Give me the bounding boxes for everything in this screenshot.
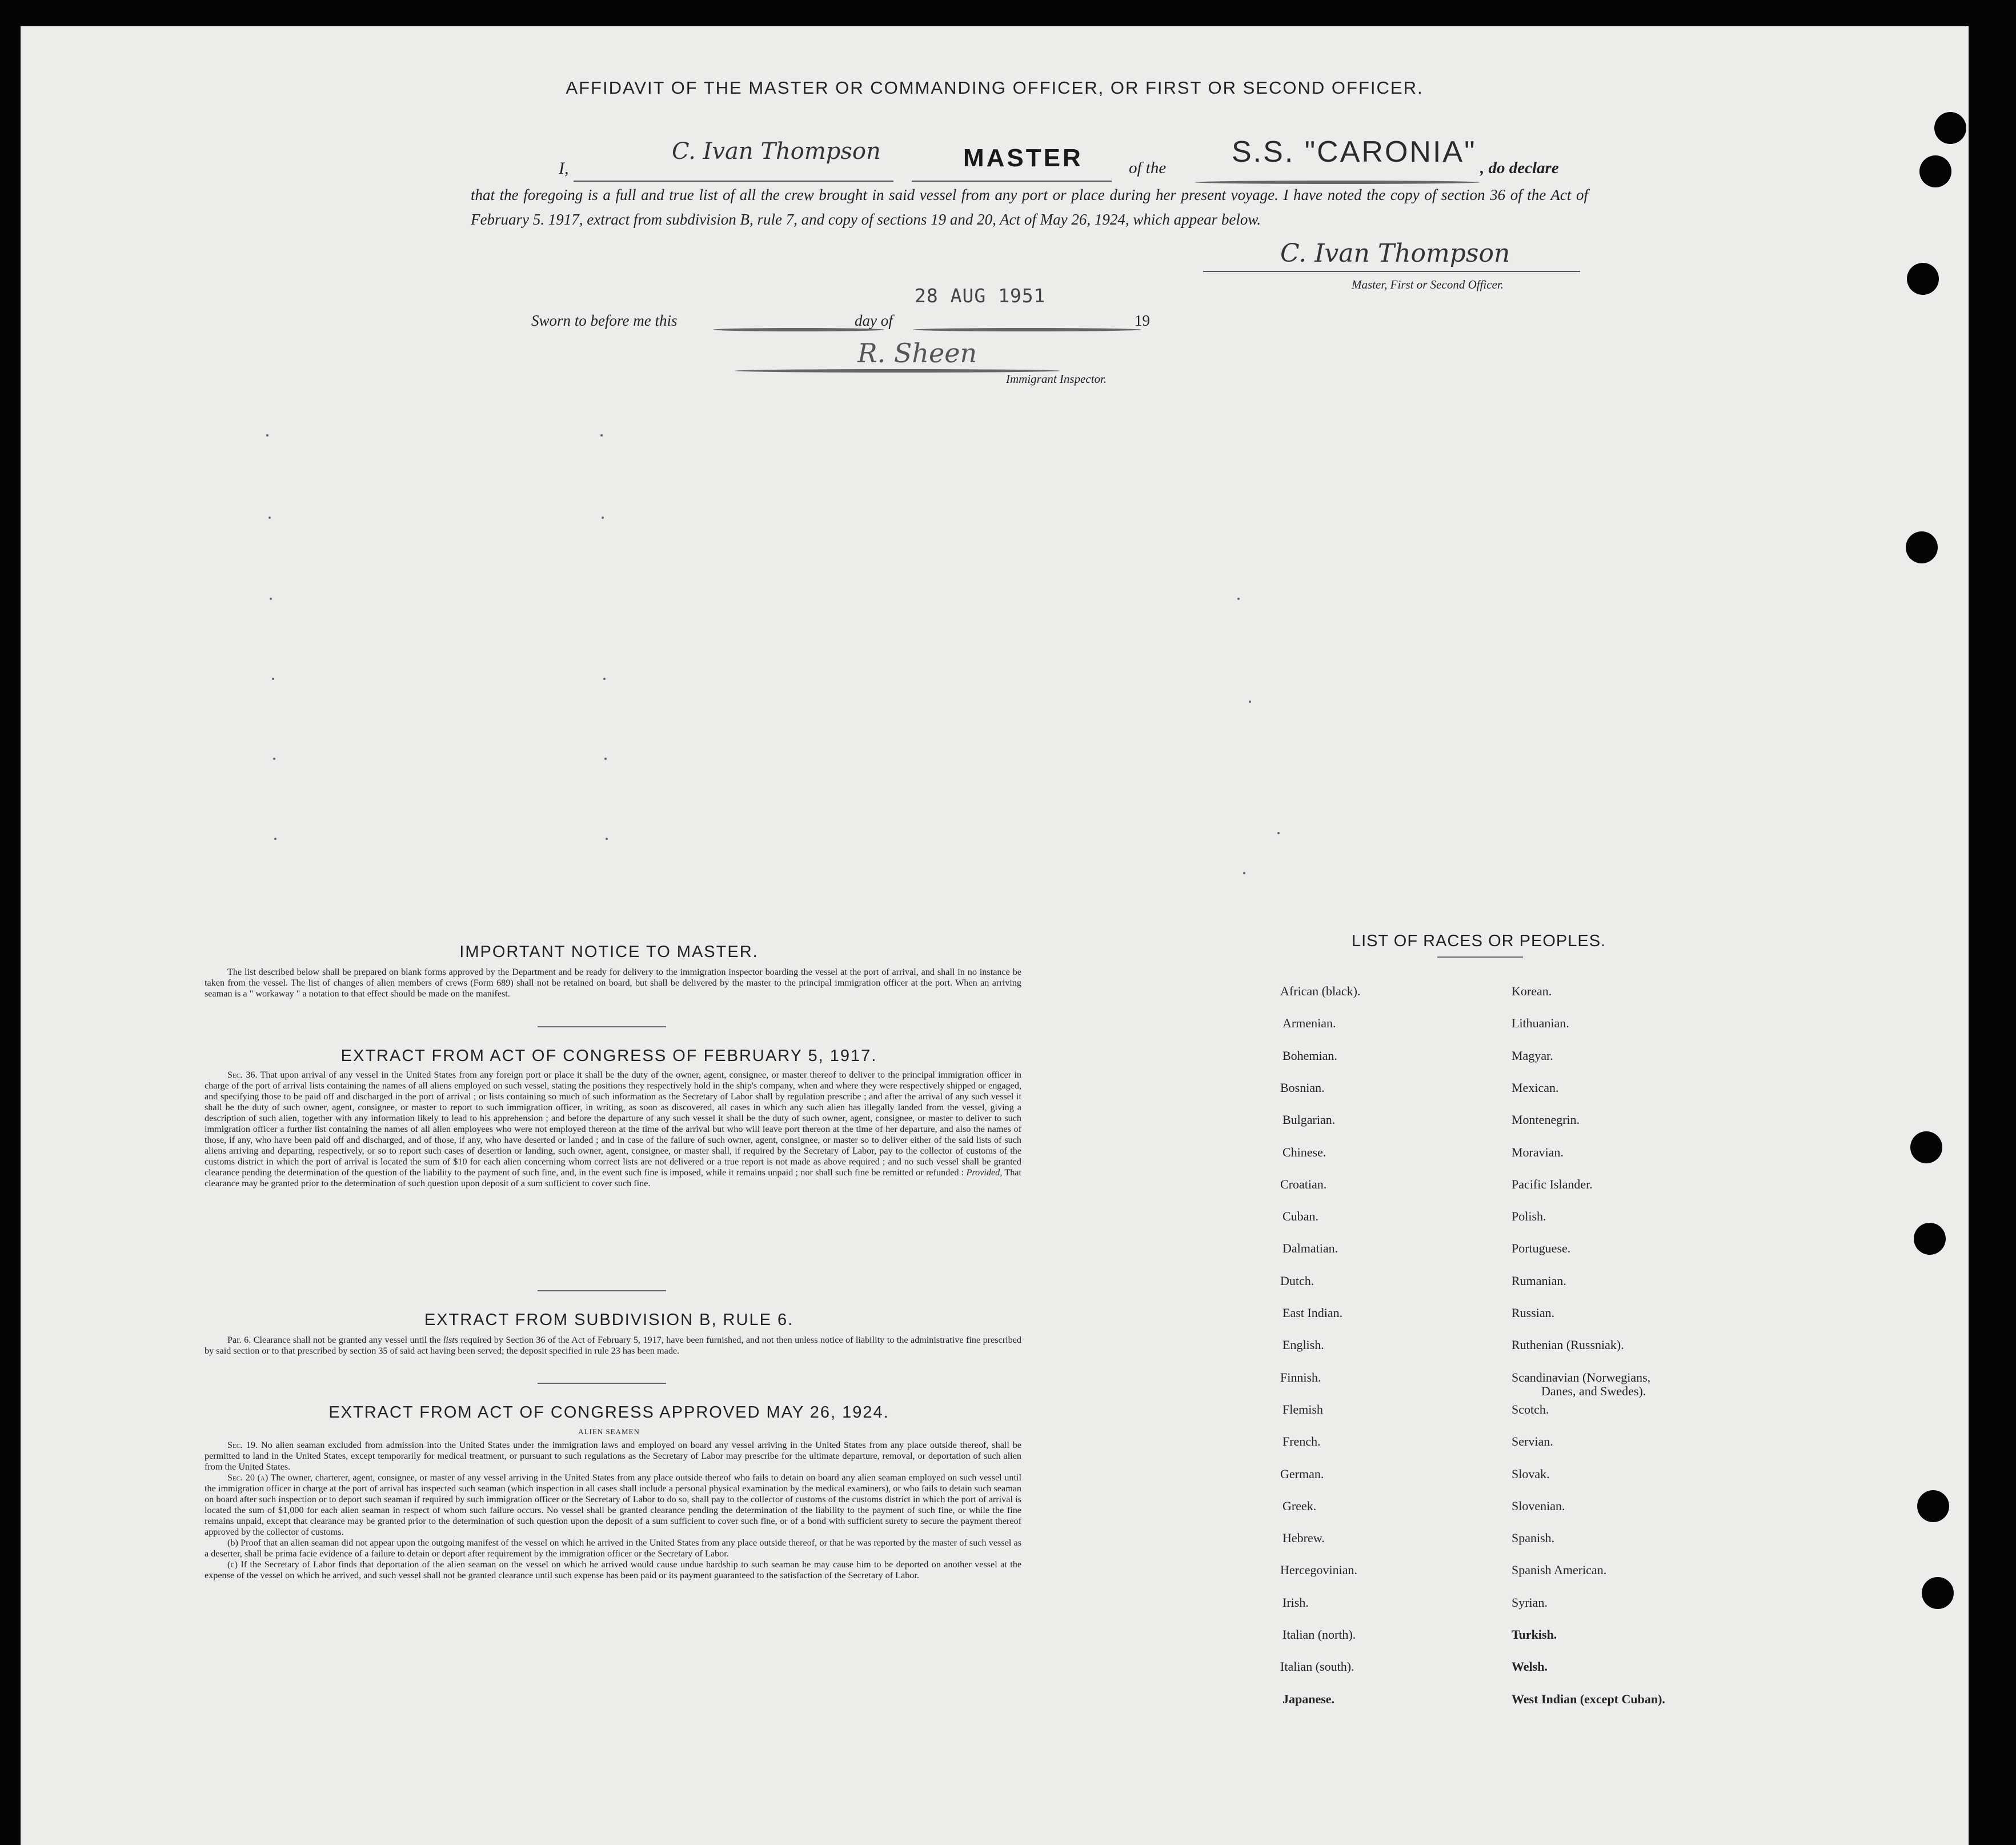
section-20a-text [205, 1472, 1021, 1538]
extract-1917-title: EXTRACT FROM ACT OF CONGRESS OF FEBRUARY 5, 1917. [340, 1047, 877, 1065]
race-item-left: Bulgarian. [1282, 1112, 1336, 1127]
section-36-label: Sec. 36. [227, 1070, 258, 1080]
signatory-title: Master, First or Second Officer. [1352, 278, 1504, 291]
race-item-right: Spanish. [1512, 1531, 1555, 1546]
races-right-continuation: Danes, and Swedes). [1541, 1384, 1646, 1398]
race-item-left: Italian (south). [1280, 1659, 1354, 1674]
race-item-left: Italian (north). [1282, 1627, 1356, 1642]
race-item-left: African (black). [1280, 984, 1361, 998]
punch-hole [1907, 263, 1939, 295]
notice-text: The list described below shall be prepared on blank forms approved by the Department and be ready for delivery to the immigration inspector boarding the vessel at the port of arrival, and shall in no instance be taken from the vessel. The list of changes of alien members of crews (Form 689) shall not be retained on board, but shall be delivered by the master to the principal immigration officer at the port. When an arriving seaman is a " workaway " a notation to that effect should be made on the manifest. [205, 967, 1021, 999]
scan-speck [602, 517, 604, 519]
race-item-left: Finnish. [1280, 1370, 1321, 1384]
race-item-right: Portuguese. [1512, 1241, 1571, 1256]
race-item-left: East Indian. [1282, 1306, 1343, 1320]
section-20b-text [205, 1538, 1021, 1559]
race-item-left: French. [1282, 1434, 1321, 1449]
race-item-right: Korean. [1512, 984, 1552, 998]
race-item-left: Cuban. [1282, 1209, 1318, 1224]
race-item-right: Syrian. [1512, 1595, 1548, 1610]
scan-speck [606, 838, 608, 840]
section-20b-label: (b) [227, 1538, 238, 1548]
race-item-left: Japanese. [1282, 1691, 1335, 1706]
race-item-left: Hebrew. [1282, 1531, 1325, 1546]
rule-6-body-a: Clearance shall not be granted any vessel until the [253, 1335, 441, 1345]
punch-hole [1914, 1223, 1946, 1255]
scan-speck [1243, 872, 1245, 874]
scan-speck [272, 678, 274, 680]
of-the-label: of the [1129, 159, 1167, 177]
race-item-right: Montenegrin. [1512, 1112, 1580, 1127]
do-declare-label: , do declare [1480, 159, 1559, 177]
extract-1924-title: EXTRACT FROM ACT OF CONGRESS APPROVED MAY 26, 1924. [328, 1403, 889, 1422]
scan-speck [266, 434, 268, 437]
rule-6-title: EXTRACT FROM SUBDIVISION B, RULE 6. [424, 1311, 794, 1329]
divider [1437, 956, 1523, 958]
race-item-right: Spanish American. [1512, 1563, 1607, 1578]
scan-speck [270, 598, 272, 600]
punch-hole [1934, 112, 1966, 144]
section-19-body: No alien seaman excluded from admission into the United States under the immigration laws and employed on board any vessel arriving in the United States from any place outside thereof, shall be permitted to land in the United States, except temporarily for medical treatment, or pursuant to such regulations as the Secretary of Labor may prescribe for the ultimate departure, removal, or deportation of such alien from the United States. [205, 1440, 1021, 1472]
divider [538, 1290, 666, 1291]
date-stamp: 28 AUG 1951 [915, 285, 1046, 307]
master-signature: C. Ivan Thompson [1280, 239, 1510, 268]
race-item-right: Ruthenian (Russniak). [1512, 1338, 1624, 1352]
race-item-left: Dalmatian. [1282, 1241, 1338, 1256]
race-item-right: Polish. [1512, 1209, 1546, 1224]
race-item-right: Mexican. [1512, 1080, 1559, 1095]
race-item-right: Rumanian. [1512, 1273, 1566, 1288]
section-20c-body: If the Secretary of Labor finds that deportation of the alien seaman on the vessel on which he arrived would cause undue hardship to such seaman he may cause him to be deported on another vessel at the expense of the vessel on which he arrived, and such vessel shall not be granted clearance until such expense has been paid or its payment guaranteed to the satisfaction of the Secretary of Labor. [205, 1559, 1021, 1580]
name-line [574, 181, 893, 182]
race-item-right: Welsh. [1512, 1659, 1548, 1674]
race-item-left: Irish. [1282, 1595, 1309, 1610]
rule-6-body-b: required by Section 36 of the Act of February 5, 1917, have been furnished, and not then unless notice of liability to the administrative fine prescribed by said section or to that prescribed by section 35 of said act having been served; the deposit specified in rule 23 has been made. [205, 1335, 1021, 1356]
race-item-right: Turkish. [1512, 1627, 1557, 1642]
inspector-signature: R. Sheen [857, 338, 977, 369]
section-19-label: Sec. 19. [227, 1440, 258, 1450]
rank-master: MASTER [963, 144, 1083, 172]
race-item-left: Hercegovinian. [1280, 1563, 1357, 1578]
section-36-body: That upon arrival of any vessel in the United States from any foreign port or place it shall be the duty of the owner, agent, consignee, or master thereof to deliver to the principal immigration officer in charge of the port of arrival lists containing the names of all aliens employed on such vessel, stating the positions they respectively hold in the ship's company, when and where they were respectively shipped or engaged, and specifying those to be paid off and discharged in the port of arrival ; or lists containing so much of such information as the Secretary of Labor shall by regulation prescribe ; and after the arrival of any such vessel it shall be the duty of such owner, agent, consignee, or master to report to such immigration officer, in writing, as soon as discovered, all cases in which any such alien has illegally landed from the vessel, giving a description of such alien, together with any information likely to lead to his apprehension ; and before the departure of any such vessel it shall be the duty of such owner, agent, consignee, or master to deliver to such immigration officer a further list containing the names of all alien employees who were not employed thereon at the time of the arrival but who will leave port thereon at the time of her departure, and also the names of those, if any, who have been paid off and discharged, and of those, if any, who have deserted or landed ; and in case of the failure of such owner, agent, consignee, or master so to deliver either of the said lists of such aliens arriving and departing, respectively, or so to report such cases of desertion or landing, such owner, agent, consignee, or master shall, if required by the Secretary of Labor, pay to the collector of customs of the customs district in which the port of arrival is located the sum of $10 for each alien concerning whom correct lists are not delivered or a true report is not made as above required ; and no such vessel shall be granted clearance pending the determination of the question of the liability to the payment of such fine, and, in the event such fine is imposed, while it remains unpaid ; nor shall such fine be remitted or refunded : [205, 1070, 1021, 1178]
sworn-label: Sworn to before me this [531, 312, 678, 329]
race-item-right: Moravian. [1512, 1144, 1564, 1159]
document-page [21, 26, 1969, 1845]
race-item-left: German. [1280, 1466, 1324, 1481]
race-item-left: Bosnian. [1280, 1080, 1325, 1095]
race-item-left: Chinese. [1282, 1144, 1326, 1159]
race-item-right: Scandinavian (Norwegians, [1512, 1370, 1651, 1384]
race-item-right: Lithuanian. [1512, 1016, 1569, 1031]
scan-speck [604, 758, 607, 760]
par-6-label: Par. 6. [227, 1335, 251, 1345]
day-of-label: day of [855, 312, 893, 329]
sworn-month-line [913, 328, 1141, 331]
race-item-left: Flemish [1282, 1402, 1323, 1416]
scan-speck [1277, 832, 1280, 834]
punch-hole [1917, 1490, 1949, 1522]
rule-6-text [205, 1335, 1021, 1356]
scan-speck [600, 434, 603, 437]
rank-line [912, 181, 1112, 182]
master-name-signature: C. Ivan Thompson [672, 138, 881, 165]
race-item-right: West Indian (except Cuban). [1512, 1691, 1665, 1706]
section-20c-label: (c) [227, 1559, 238, 1570]
race-item-right: Pacific Islander. [1512, 1176, 1593, 1191]
race-item-left: Croatian. [1280, 1176, 1327, 1191]
year-label: 19 [1135, 312, 1150, 329]
section-36-end: That clearance may be granted prior to the determination of such question upon deposit of a sum sufficient to cover such fine. [205, 1167, 1021, 1188]
declaration-text: that the foregoing is a full and true list of all the crew brought in said vessel from any port or place during her present voyage. I have noted the copy of section 36 of the Act of February 5. 1917, extract from subdivision B, rule 7, and copy of sections 19 and 20, Act of May 26, 1924, which appear below. [471, 186, 1588, 228]
race-item-right: Scotch. [1512, 1402, 1549, 1416]
section-20b-body: Proof that an alien seaman did not appear upon the outgoing manifest of the vessel on which he arrived in the United States from any place outside thereof, or that he was reported by the master of such vessel as a deserter, shall be prima facie evidence of a failure to detain or deport after requirement by the immigration officer or the Secretary of Labor. [205, 1538, 1022, 1559]
scan-speck [1249, 701, 1251, 703]
race-item-right: Servian. [1512, 1434, 1553, 1449]
i-label: I, [559, 159, 569, 178]
signature-line [1203, 271, 1580, 272]
race-item-left: Greek. [1282, 1498, 1317, 1513]
proviso-word: Provided, [966, 1167, 1003, 1178]
section-20a-label: Sec. 20 (a) [227, 1472, 268, 1483]
punch-hole [1910, 1131, 1942, 1163]
affidavit-title: AFFIDAVIT OF THE MASTER OR COMMANDING OFFICER, OR FIRST OR SECOND OFFICER. [566, 78, 1424, 98]
alien-seamen-subtitle: ALIEN SEAMEN [578, 1427, 640, 1436]
race-item-left: Bohemian. [1282, 1048, 1337, 1063]
inspector-title: Immigrant Inspector. [1006, 372, 1107, 386]
race-item-right: Magyar. [1512, 1048, 1553, 1063]
section-20c-text [205, 1559, 1021, 1581]
section-36-text [205, 1070, 1021, 1189]
scan-speck [268, 517, 271, 519]
race-item-left: English. [1282, 1338, 1324, 1352]
race-item-right: Slovak. [1512, 1466, 1550, 1481]
punch-hole [1906, 531, 1938, 563]
race-item-left: Dutch. [1280, 1273, 1314, 1288]
section-20a-body: The owner, charterer, agent, consignee, or master of any vessel arriving in the United States from any place outside thereof who fails to detain on board any alien seaman employed on such vessel until the immigration officer in charge at the port of arrival has inspected such seaman (which inspection in all cases shall include a personal physical examination by the medical examiners), or who fails to detain such seaman on board after such inspection or to deport such seaman if required by such immigration officer or the Secretary of Labor to do so, shall pay to the collector of customs of the customs district in which the port of arrival is located the sum of $1,000 for each alien seaman in respect of whom such failure occurs. No vessel shall be granted clearance pending the determination of the liability to the payment of such fine, or while the fine remains unpaid, except that clearance may be granted prior to the determination of such question upon the deposit of a sum sufficient to cover such fine, or of a bond with sufficient surety to secure the payment thereof approved by the collector of customs. [205, 1472, 1021, 1537]
divider [538, 1026, 666, 1027]
scan-speck [1237, 598, 1240, 600]
race-item-left: Armenian. [1282, 1016, 1336, 1031]
punch-hole [1919, 155, 1951, 187]
notice-title: IMPORTANT NOTICE TO MASTER. [459, 943, 759, 961]
lists-word: lists [443, 1335, 458, 1345]
race-item-right: Russian. [1512, 1306, 1555, 1320]
scan-speck [603, 678, 606, 680]
scan-speck [274, 838, 276, 840]
race-item-right: Slovenian. [1512, 1498, 1565, 1513]
races-title: LIST OF RACES OR PEOPLES. [1352, 932, 1606, 950]
punch-hole [1922, 1577, 1954, 1609]
divider [538, 1383, 666, 1384]
scan-speck [273, 758, 275, 760]
act-1924-body [205, 1440, 1021, 1581]
section-19-text [205, 1440, 1021, 1472]
vessel-name: S.S. "CARONIA" [1232, 135, 1477, 169]
